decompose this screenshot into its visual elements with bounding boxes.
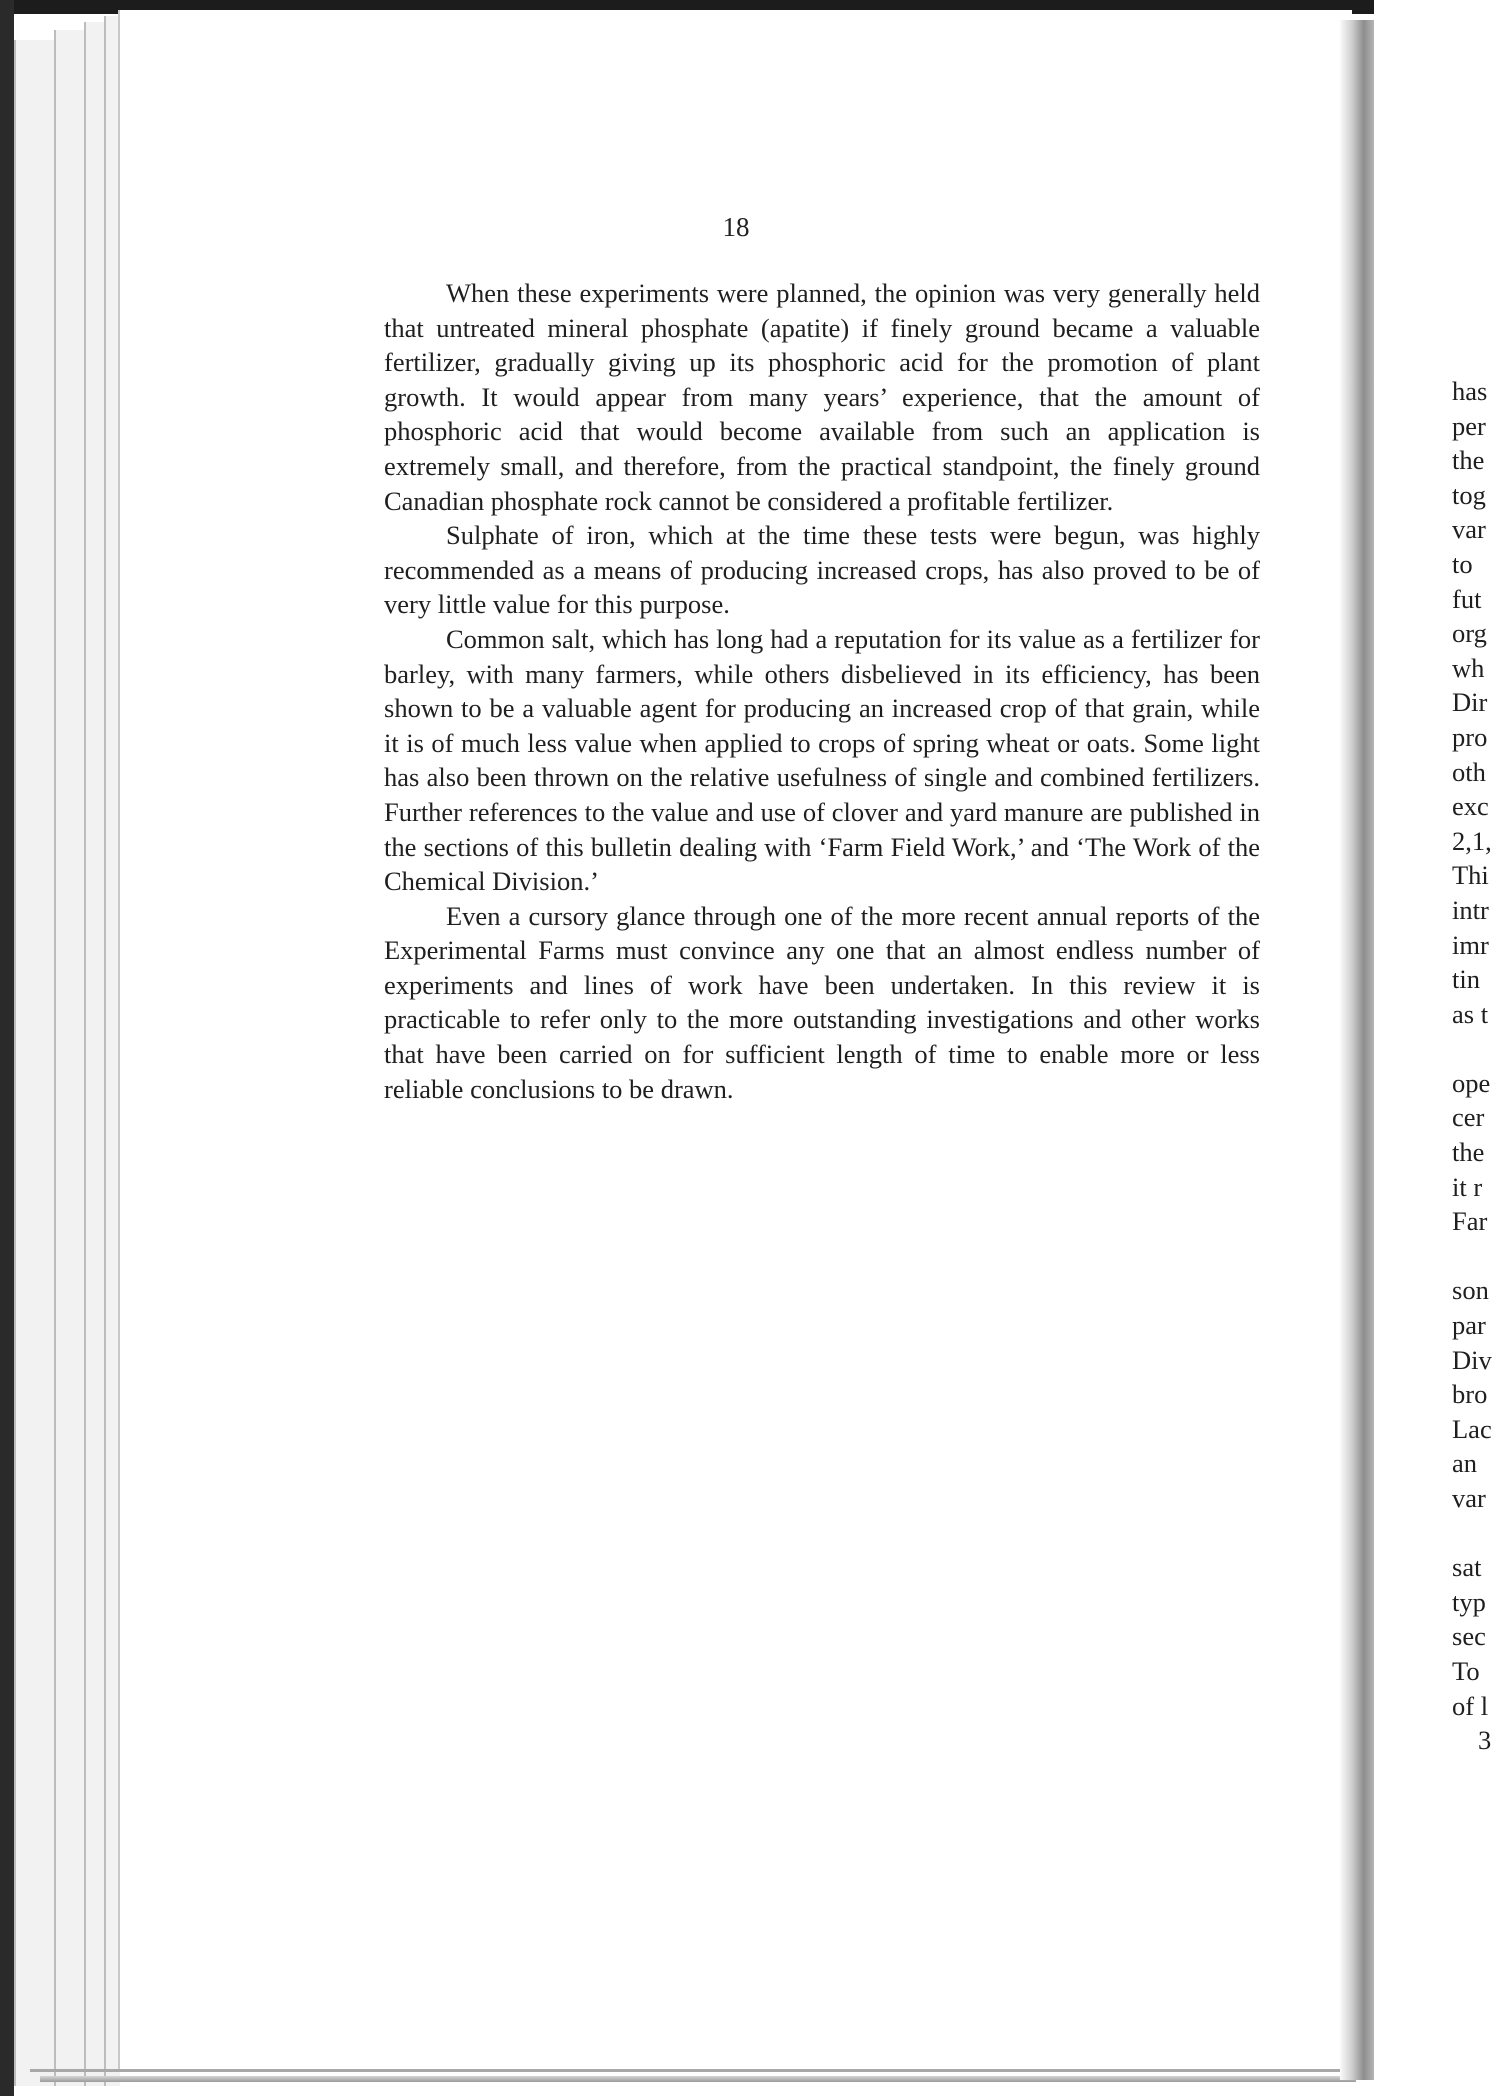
facing-page-fragment: ope	[1452, 1067, 1491, 1098]
facing-page-fragment: Lac	[1452, 1413, 1492, 1444]
facing-page-fragment	[1452, 1239, 1496, 1274]
page-number: 18	[722, 212, 750, 242]
facing-page-fragment: sat	[1452, 1552, 1482, 1583]
facing-page-fragment: sec	[1452, 1621, 1486, 1652]
facing-page-fragment: intr	[1452, 894, 1489, 925]
body-text	[384, 276, 1260, 1106]
facing-page-fragment	[1452, 1516, 1496, 1551]
book-gutter	[1340, 20, 1374, 2080]
facing-page-fragment: par	[1452, 1310, 1486, 1341]
facing-page-fragment: Dir	[1452, 687, 1488, 718]
page-stack-edge	[54, 30, 86, 2086]
facing-page-fragment: To	[1452, 1655, 1480, 1686]
facing-page-fragment	[1452, 1031, 1496, 1066]
facing-page-fragment: tog	[1452, 479, 1486, 510]
facing-page-fragment: tin	[1452, 964, 1480, 995]
facing-page-fragment: son	[1452, 1275, 1489, 1306]
facing-page-fragment: wh	[1452, 652, 1485, 683]
facing-page-fragment: it r	[1452, 1171, 1483, 1202]
facing-page-fragment: pro	[1452, 721, 1488, 752]
facing-page-fragment: 3	[1478, 1725, 1492, 1756]
page-stack-bottom	[30, 2069, 1356, 2072]
facing-page-fragment: exc	[1452, 791, 1489, 822]
facing-page-fragment: org	[1452, 618, 1487, 649]
facing-page-text-fragments	[1452, 374, 1496, 1758]
facing-page-fragment: Far	[1452, 1206, 1488, 1237]
facing-page-fragment: an	[1452, 1448, 1478, 1479]
facing-page-fragment: the	[1452, 1137, 1485, 1168]
facing-page-fragment: typ	[1452, 1586, 1486, 1617]
facing-page-fragment: bro	[1452, 1379, 1488, 1410]
facing-page-fragment: as t	[1452, 998, 1489, 1029]
facing-page-fragment: per	[1452, 410, 1486, 441]
page-bottom-shadow	[40, 2076, 1356, 2082]
facing-page-fragment: 2,1,	[1452, 825, 1492, 856]
paragraph: When these experiments were planned, the opinion was very generally held that untreated mineral phosphate (apatite) if finely ground became a valuable fertilizer, gradually giving up its phosphoric acid for the promotion of plant growth. It would appear from many years’ experience, that the amount of phosphoric acid that would become available from such an application is extremely small, and therefore, from the practical standpoint, the finely ground Canadian phosphate rock cannot be considered a profitable fertilizer.	[384, 278, 1260, 516]
page-stack-edge	[84, 22, 106, 2086]
facing-page-fragment: var	[1452, 514, 1486, 545]
page-stack-edge	[14, 40, 56, 2086]
paragraph: Even a cursory glance through one of the more recent annual reports of the Experimental Farms must convince any one that an almost endless number of experiments and lines of work have been undertaken. In this review it is practicable to refer only to the more outstanding investigations and other works that have been carried on for sufficient length of time to enable more or less reliable conclusions to be drawn.	[384, 900, 1260, 1104]
facing-page-fragment: Thi	[1452, 860, 1489, 891]
facing-page-fragment: imr	[1452, 929, 1489, 960]
facing-page-fragment: cer	[1452, 1102, 1485, 1133]
facing-page-fragment: fut	[1452, 583, 1482, 614]
facing-page-fragment: the	[1452, 445, 1485, 476]
facing-page-fragment: Div	[1452, 1344, 1492, 1375]
facing-page-fragment: of l	[1452, 1690, 1489, 1721]
facing-page-fragment: oth	[1452, 756, 1486, 787]
paragraph: Sulphate of iron, which at the time these tests were begun, was highly recommended as a means of producing increased crops, has also proved to be of very little value for this purpose.	[384, 520, 1260, 620]
paragraph: Common salt, which has long had a reputation for its value as a fertilizer for barley, with many farmers, while others disbelieved in its efficiency, has been shown to be a valuable agent for producing an increased crop of that grain, while it is of much less value when applied to crops of spring wheat or oats. Some light has also been thrown on the relative usefulness of single and combined fertilizers. Further references to the value and use of clover and yard manure are published in the sections of this bulletin dealing with ‘Farm Field Work,’ and ‘The Work of the Chemical Division.’	[384, 623, 1260, 897]
scan-left-border	[0, 0, 14, 2096]
facing-page-fragment: has	[1452, 376, 1488, 406]
facing-page-fragment: var	[1452, 1483, 1486, 1513]
facing-page-fragment: to	[1452, 548, 1473, 579]
